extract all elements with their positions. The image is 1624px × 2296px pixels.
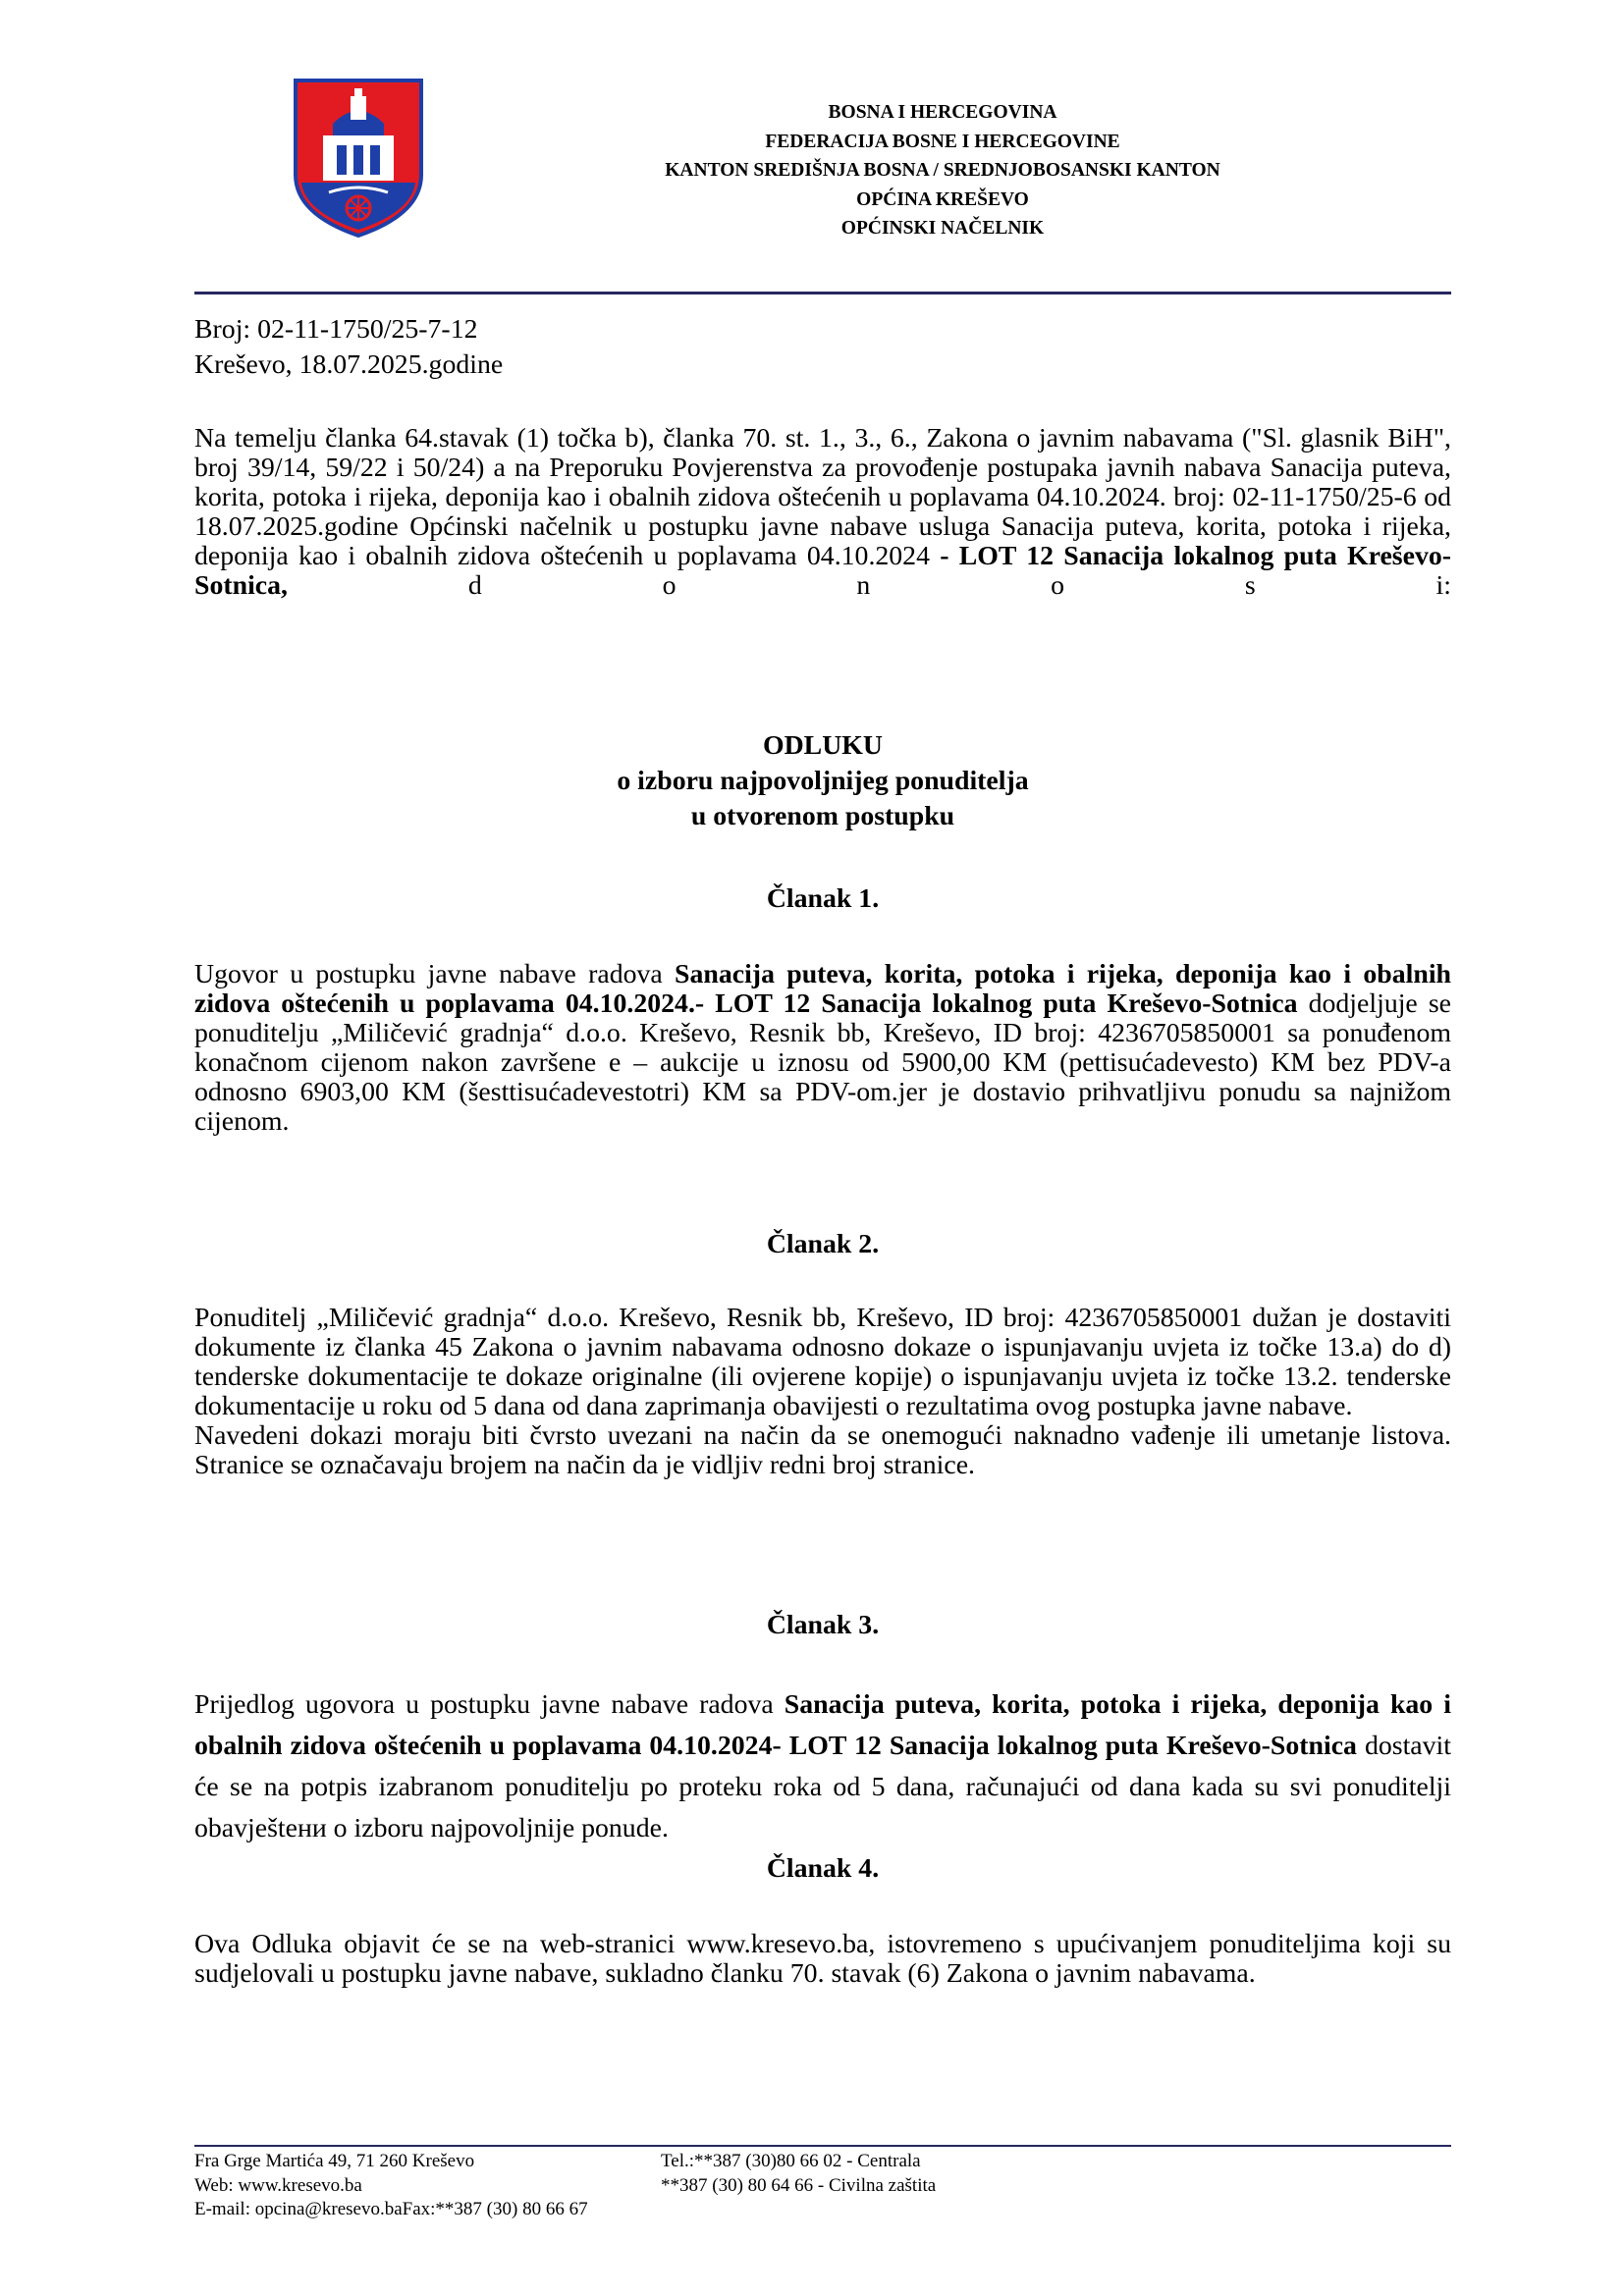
- municipality-crest-logo: [290, 77, 427, 239]
- place-date: Kreševo, 18.07.2025.godine: [194, 349, 504, 380]
- article-2-heading: Članak 2.: [766, 1229, 880, 1259]
- header-divider: [194, 292, 1451, 294]
- article-3-text: [194, 1684, 1451, 1849]
- intro-lot-bold: - LOT 12 Sanacija lokalnog puta Kreševo-Sotnica,: [194, 541, 1451, 601]
- title-line: u otvorenom postupku: [690, 801, 955, 831]
- footer: [194, 2150, 1451, 2222]
- article-3-pre: Prijedlog ugovora u postupku javne nabave radova: [194, 1689, 785, 1720]
- header-line: OPĆINSKI NAČELNIK: [840, 218, 1045, 239]
- reference-block: [194, 312, 503, 383]
- header-line: OPĆINA KREŠEVO: [856, 188, 1029, 210]
- letterhead: [550, 98, 1335, 243]
- intro-paragraph: [194, 424, 1451, 601]
- article-4-heading: Članak 4.: [766, 1853, 880, 1884]
- article-3-post: dostavit će se na potpis izabranom ponuditelju po proteku roka od 5 dana, računajući od dana kada su svi ponuditelji obavještени o izboru najpovoljnije ponude.: [194, 1731, 1451, 1843]
- article-1-heading: Članak 1.: [766, 883, 880, 914]
- footer-address: Fra Grge Martića 49, 71 260 Kreševo: [194, 2151, 475, 2171]
- footer-phone-civil: **387 (30) 80 64 66 - Civilna zaštita: [661, 2174, 937, 2196]
- title-line: o izboru najpovoljnijeg ponuditelja: [617, 766, 1029, 796]
- title-line: ODLUKU: [762, 730, 883, 761]
- footer-divider: [194, 2145, 1451, 2147]
- intro-tail: d o n o s i:: [287, 570, 1451, 601]
- article-1-text: [194, 960, 1451, 1137]
- article-4-para: Ova Odluka objavit će se na web-stranici www.kresevo.ba, istovremeno s upućivanjem ponuditeljima koji su sudjelovali u postupku javne nabave, sukladno članku 70. stavak (6) Zakona o javnim nabavama.: [194, 1929, 1451, 1989]
- article-1-pre: Ugovor u postupku javne nabave radova: [194, 959, 676, 989]
- article-3-bold: Sanacija puteva, korita, potoka i rijeka, deponija kao i obalnih zidova oštećenih u poplavama 04.10.2024- LOT 12 Sanacija lokalnog puta Kreševo-Sotnica: [194, 1689, 1451, 1761]
- article-1-bold: Sanacija puteva, korita, potoka i rijeka, deponija kao i obalnih zidova oštećenih u poplavama 04.10.2024.- LOT 12 Sanacija lokalnog puta Kreševo-Sotnica: [194, 959, 1451, 1019]
- article-1-post: dodjeljuje se ponuditelju „Miličević gradnja“ d.o.o. Kreševo, Resnik bb, Kreševo, ID broj: 4236705850001 sa ponuđenom konačnom cijenom nakon završene e – aukcije u iznosu od 5900,00 KM (pettisućadevesto) KM bez PDV-a odnosno 6903,00 KM (šesttisućadevestotri) KM sa PDV-om.jer je dostavio prihvatljivu ponudu sa najnižom cijenom.: [194, 988, 1451, 1137]
- footer-web: Web: www.kresevo.ba: [194, 2174, 362, 2196]
- header-line: FEDERACIJA BOSNE I HERCEGOVINE: [765, 131, 1120, 152]
- intro-text: Na temelju članka 64.stavak (1) točka b), članka 70. st. 1., 3., 6., Zakona o javnim nabavama ("Sl. glasnik BiH", broj 39/14, 59/22 i 50/24) a na Preporuku Povjerenstva za provođenje postupaka javnih nabava Sanacija puteva, korita, potoka i rijeka, deponija kao i obalnih zidova oštećenih u poplavama 04.10.2024. broj: 02-11-1750/25-6 od 18.07.2025.godine Općinski načelnik u postupku javne nabave usluga Sanacija puteva, korita, potoka i rijeka, deponija kao i obalnih zidova oštećenih u poplavama 04.10.2024: [194, 423, 1451, 571]
- article-3-heading: Članak 3.: [766, 1610, 880, 1640]
- article-2-para2: Navedeni dokazi moraju biti čvrsto uvezani na način da se onemogući naknadno vađenje ili umetanje listova. Stranice se označavaju brojem na način da je vidljiv redni broj stranice.: [194, 1420, 1451, 1480]
- header-line: BOSNA I HERCEGOVINA: [828, 102, 1057, 123]
- footer-email-fax: E-mail: opcina@kresevo.baFax:**387 (30) 80 66 67: [194, 2199, 588, 2219]
- article-4-text: [194, 1930, 1451, 1989]
- decision-title: [194, 728, 1451, 834]
- reference-number: Broj: 02-11-1750/25-7-12: [194, 314, 478, 345]
- article-2-text: [194, 1304, 1451, 1480]
- article-2-para1: Ponuditelj „Miličević gradnja“ d.o.o. Kreševo, Resnik bb, Kreševo, ID broj: 4236705850001 dužan je dostaviti dokumente iz članka 45 Zakona o javnim nabavama odnosno dokaze o ispunjavanju uvjeta iz točke 13.a) do d) tenderske dokumentacije te dokaze originalne (ili ovjerene kopije) o ispunjavanju uvjeta iz točke 13.2. tenderske dokumentacije u roku od 5 dana od dana zaprimanja obavijesti o rezultatima ovog postupka javne nabave.: [194, 1303, 1451, 1421]
- header-line: KANTON SREDIŠNJA BOSNA / SREDNJOBOSANSKI KANTON: [665, 160, 1220, 181]
- footer-phone: Tel.:**387 (30)80 66 02 - Centrala: [661, 2151, 921, 2171]
